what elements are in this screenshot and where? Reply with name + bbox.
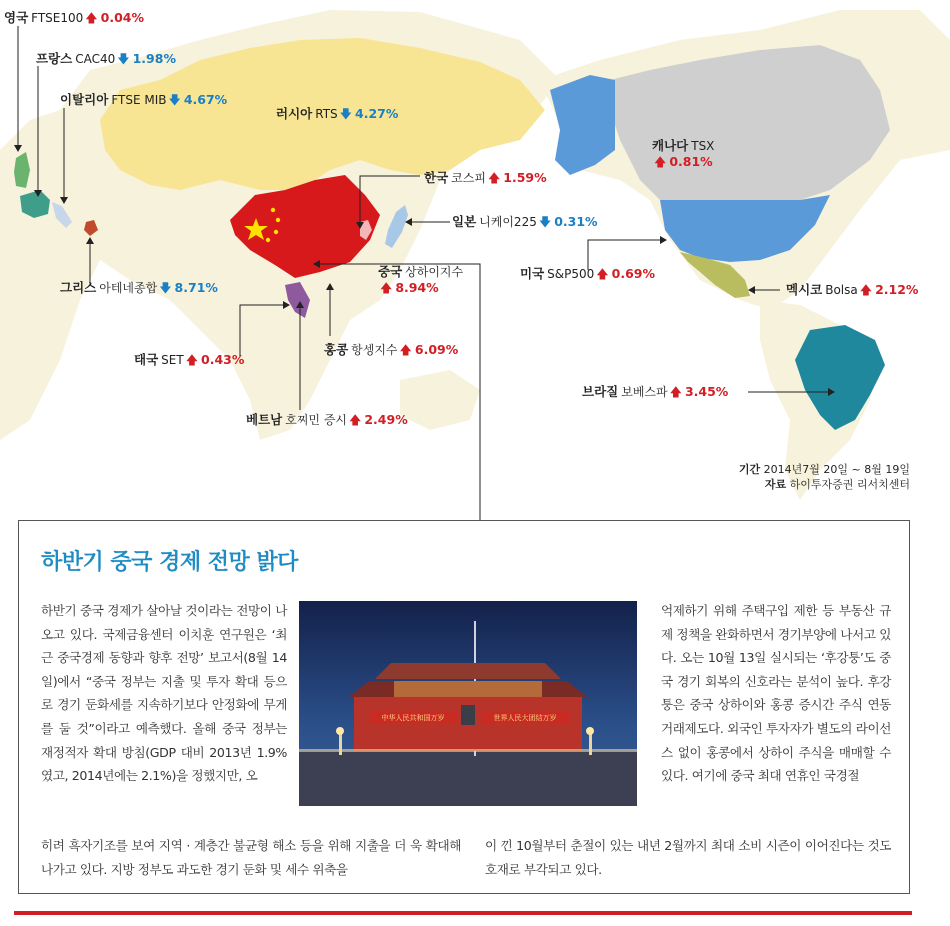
country-name: 태국: [134, 352, 159, 367]
down-arrow-icon: 🡇: [168, 93, 181, 107]
index-change: 2.12%: [875, 282, 919, 297]
index-name: 아테네종합: [99, 281, 158, 295]
label-france: [36, 51, 176, 67]
index-name: 항셍지수: [351, 343, 398, 357]
index-change: 1.59%: [503, 170, 547, 185]
china-flag-star-icon: [274, 230, 278, 234]
label-usa: [520, 266, 655, 282]
up-arrow-icon: 🡅: [380, 281, 393, 295]
label-china: [378, 264, 463, 296]
index-name: 상하이지수: [405, 265, 464, 279]
label-hongkong: [324, 342, 458, 358]
index-change: 0.43%: [201, 352, 245, 367]
label-brazil: [582, 384, 728, 400]
country-name: 멕시코: [786, 282, 823, 297]
up-arrow-icon: 🡅: [487, 171, 501, 185]
down-arrow-icon: 🡇: [159, 281, 172, 295]
period-value: 2014년7월 20일 ~ 8월 19일: [763, 463, 910, 476]
country-name: 홍콩: [324, 342, 349, 357]
label-japan: [452, 214, 598, 230]
index-name: S&P500: [547, 267, 595, 281]
country-name: 중국: [378, 264, 403, 279]
index-change: 8.71%: [174, 280, 218, 295]
period-label: 기간: [738, 463, 761, 476]
label-greece: [60, 280, 218, 296]
source-label: 자료: [764, 478, 787, 491]
index-name: TSX: [691, 139, 715, 153]
index-name: 코스피: [451, 171, 486, 185]
source-value: 하이투자증권 리서치센터: [789, 478, 910, 491]
country-name: 한국: [424, 170, 449, 185]
index-name: SET: [161, 353, 184, 367]
country-name: 브라질: [582, 384, 619, 399]
article-box: [18, 520, 910, 894]
country-name: 그리스: [60, 280, 97, 295]
china-flag-star-icon: [271, 208, 275, 212]
label-korea: [424, 170, 547, 186]
country-name: 러시아: [276, 106, 313, 121]
index-name: 보베스파: [621, 385, 668, 399]
index-change: 0.81%: [669, 154, 713, 169]
label-italy: [60, 92, 227, 108]
index-change: 0.04%: [100, 10, 144, 25]
article-left-wide: 히려 흑자기조를 보여 지역 · 계층간 불균형 해소 등을 위해 지출을 더 욱 확대해나가고 있다. 지방 정부도 과도한 경기 둔화 및 세수 위축을: [41, 838, 461, 877]
article-right-wide: 이 낀 10월부터 춘절이 있는 내년 2월까지 최대 소비 시즌이 이어진다는 것도 호재로 부각되고 있다.: [485, 838, 891, 877]
index-change: 6.09%: [414, 342, 459, 357]
down-arrow-icon: 🡇: [339, 107, 352, 121]
down-arrow-icon: 🡇: [538, 215, 552, 229]
country-name: 이탈리아: [60, 92, 109, 107]
down-arrow-icon: 🡇: [117, 52, 130, 66]
article-right-column: 억제하기 위해 주택구입 제한 등 부동산 규제 정책을 완화하면서 경기부양에 나서고 있다. 오는 10월 13일 실시되는 ‘후강퉁’도 중국 경기 회복의 신호라는 분석이 높다. 후강퉁은 중국 상하이와 홍콩 증시간 주식 연동 거래제도다. 외국인 투자자가 별도의 라이선스 없이 홍콩에서 상하이 주식을 매매할 수 있다. 여기에 중국 최대 연휴인 국경절: [661, 603, 891, 784]
up-arrow-icon: 🡅: [349, 413, 362, 427]
label-uk: [4, 10, 144, 26]
label-thailand: [134, 352, 244, 368]
label-mexico: [786, 282, 918, 298]
tiananmen-night-photo: [299, 601, 637, 806]
article-left-column: 하반기 중국 경제가 살아날 것이라는 전망이 나오고 있다. 국제금융센터 이치훈 연구원은 ‘최근 중국경제 동향과 향후 전망’ 보고서(8월 14일)에서 “중국 정부는 지출 및 투자 확대 등으로 경기 둔화세를 지속하기보다 안정화에 무게를 둘 것”이라고 예측했다. 올해 중국 정부는 재정적자 확대 방침(GDP 대비 2013년 1.9%였고, 2014년에는 2.1%)을 정했지만, 오: [41, 603, 287, 784]
photo-banner-right: 世界人民大团结万岁: [493, 714, 557, 722]
index-change: 0.69%: [611, 266, 655, 281]
index-name: 호찌민 증시: [285, 413, 348, 427]
country-name: 프랑스: [36, 51, 73, 66]
up-arrow-icon: 🡅: [85, 11, 98, 25]
country-name: 캐나다: [652, 138, 689, 153]
source-note: [739, 462, 910, 492]
index-name: RTS: [315, 107, 338, 121]
label-vietnam: [246, 412, 408, 428]
index-name: Bolsa: [825, 283, 858, 297]
up-arrow-icon: 🡅: [669, 385, 682, 399]
country-name: 베트남: [246, 412, 283, 427]
landmass-australia: [400, 370, 480, 430]
index-change: 4.67%: [183, 92, 228, 107]
index-change: 8.94%: [395, 280, 439, 295]
country-name: 미국: [520, 266, 545, 281]
country-name: 영국: [4, 10, 29, 25]
up-arrow-icon: 🡅: [596, 267, 609, 281]
up-arrow-icon: 🡅: [654, 155, 667, 169]
index-change: 2.49%: [364, 412, 408, 427]
up-arrow-icon: 🡅: [185, 353, 199, 367]
up-arrow-icon: 🡅: [399, 343, 412, 357]
label-russia: [276, 106, 398, 122]
up-arrow-icon: 🡅: [859, 283, 873, 297]
index-name: FTSE MIB: [111, 93, 167, 107]
index-name: CAC40: [75, 52, 116, 66]
photo-illustration: [299, 601, 637, 806]
bottom-rule: [14, 911, 912, 915]
article-title: 하반기 중국 경제 전망 밝다: [41, 550, 298, 575]
index-change: 0.31%: [554, 214, 598, 229]
index-name: FTSE100: [31, 11, 84, 25]
label-canada: [652, 138, 714, 170]
index-change: 1.98%: [132, 51, 176, 66]
country-name: 일본: [452, 214, 477, 229]
photo-banner-left: 中华人民共和国万岁: [381, 714, 445, 722]
index-change: 4.27%: [355, 106, 399, 121]
index-name: 니케이225: [479, 215, 537, 229]
china-flag-star-icon: [276, 218, 280, 222]
china-flag-star-icon: [266, 238, 270, 242]
index-change: 3.45%: [684, 384, 729, 399]
